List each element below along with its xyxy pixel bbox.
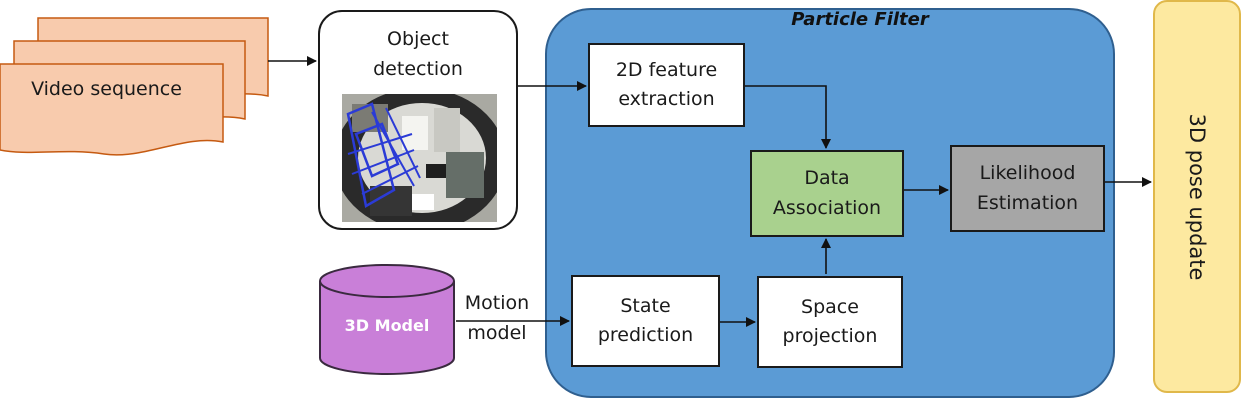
state-prediction-box: State prediction	[571, 275, 720, 367]
pose-update-label: 3D pose update	[1185, 113, 1209, 280]
fisheye-detection-image	[342, 94, 497, 222]
pose-update-box	[1153, 0, 1241, 393]
motion-model-label: Motion model	[464, 292, 530, 345]
model-3d-label: 3D Model	[344, 316, 430, 335]
video-sequence-label: Video sequence	[31, 78, 182, 100]
object-detection-label: Object detection	[373, 28, 463, 81]
data-association-box: Data Association	[750, 150, 904, 237]
space-projection-box: Space projection	[757, 276, 903, 368]
particle-filter-title: Particle Filter	[791, 9, 929, 30]
likelihood-estimation-box: Likelihood Estimation	[950, 145, 1105, 232]
feature-extraction-box: 2D feature extraction	[588, 43, 745, 127]
object-detection-box	[318, 10, 518, 230]
